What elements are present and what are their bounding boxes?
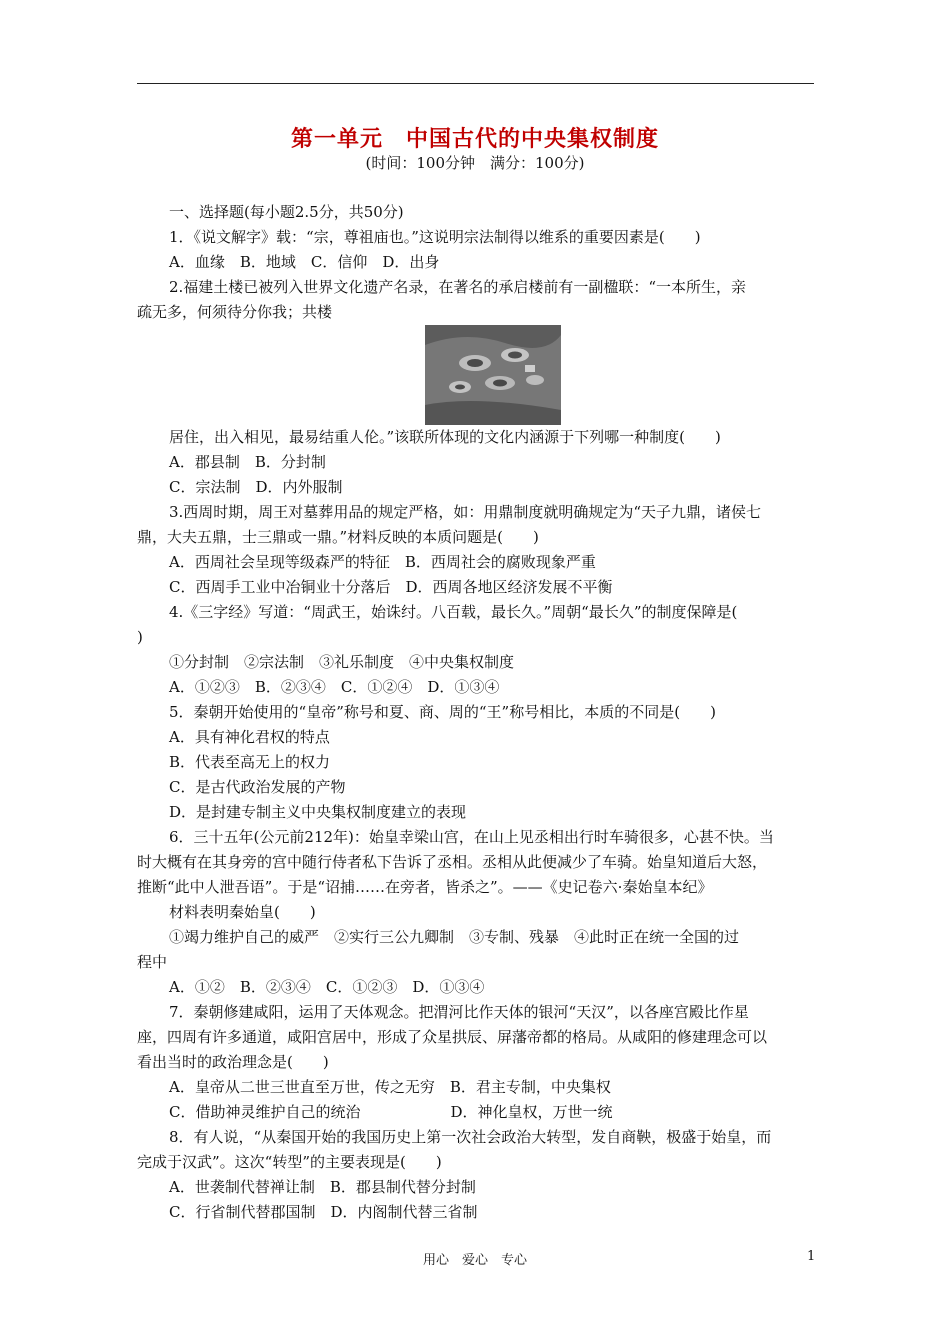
question-5-option-d: D．是封建专制主义中央集权制度建立的表现	[169, 803, 467, 821]
question-6-stem-cont-1: 时大概有在其身旁的宫中随行侍者私下告诉了丞相。丞相从此便减少了车骑。始皇知道后大怒，	[137, 853, 768, 871]
question-1-stem: 1．《说文解字》载：“宗，尊祖庙也。”这说明宗法制得以维系的重要因素是( )	[169, 228, 701, 246]
question-4-stem: 4.《三字经》写道：“周武王，始诛纣。八百载，最长久。”周朝“最长久”的制度保障是(	[169, 603, 738, 621]
page-footer: 用心 爱心 专心	[422, 1253, 527, 1268]
question-6-items-cont: 程中	[137, 953, 168, 971]
question-8-stem: 8．有人说，“从秦国开始的我国历史上第一次社会政治大转型，发自商鞅，极盛于始皇，而	[169, 1128, 772, 1146]
question-2-stem: 2.福建土楼已被列入世界文化遗产名录，在著名的承启楼前有一副楹联：“一本所生，亲	[169, 278, 746, 296]
question-5-stem: 5．秦朝开始使用的“皇帝”称号和夏、商、周的“王”称号相比，本质的不同是( )	[169, 703, 716, 721]
question-5-option-a: A．具有神化君权的特点	[169, 728, 330, 746]
question-7-options-cd: C．借助神灵维护自己的统治 D．神化皇权，万世一统	[169, 1103, 613, 1121]
page-number: 1	[807, 1249, 816, 1264]
question-5-option-c: C．是古代政治发展的产物	[169, 778, 346, 796]
question-7-stem-cont-2: 看出当时的政治理念是( )	[137, 1053, 329, 1071]
section-heading: 一、选择题(每小题2.5分，共50分)	[169, 203, 404, 221]
question-3-stem: 3.西周时期，周王对墓葬用品的规定严格，如：用鼎制度就明确规定为“天子九鼎，诸侯七	[169, 503, 761, 521]
question-3-stem-cont: 鼎，大夫五鼎，士三鼎或一鼎。”材料反映的本质问题是( )	[137, 528, 539, 546]
page-subtitle: (时间：100分钟 满分：100分)	[365, 154, 585, 172]
question-3-options-ab: A．西周社会呈现等级森严的特征 B．西周社会的腐败现象严重	[169, 553, 596, 571]
question-7-options-ab: A．皇帝从二世三世直至万世，传之无穷 B．君主专制，中央集权	[169, 1078, 611, 1096]
header-rule	[137, 83, 814, 84]
question-4-options: A．①②③ B．②③④ C．①②④ D．①③④	[169, 678, 500, 696]
question-6-options: A．①② B．②③④ C．①②③ D．①③④	[169, 978, 485, 996]
question-8-options-ab: A．世袭制代替禅让制 B．郡县制代替分封制	[169, 1178, 476, 1196]
question-4-stem-cont: )	[137, 628, 143, 646]
question-7-stem: 7．秦朝修建咸阳，运用了天体观念。把渭河比作天体的银河“天汉”，以各座宫殿比作星	[169, 1003, 749, 1021]
question-2-options-cd: C．宗法制 D．内外服制	[169, 478, 343, 496]
question-6-stem: 6．三十五年(公元前212年)：始皇幸梁山宫，在山上见丞相出行时车骑很多，心甚不快。当	[169, 828, 774, 846]
tulou-aerial-image	[425, 325, 561, 425]
question-6-stem-cont-2: 推断“此中人泄吾语”。于是“诏捕……在旁者，皆杀之”。——《史记卷六·秦始皇本纪》	[137, 878, 713, 896]
question-2-options-ab: A．郡县制 B．分封制	[169, 453, 326, 471]
page-title: 第一单元 中国古代的中央集权制度	[290, 127, 659, 152]
tulou-photo	[425, 325, 561, 425]
question-3-options-cd: C．西周手工业中冶铜业十分落后 D．西周各地区经济发展不平衡	[169, 578, 613, 596]
question-4-items: ①分封制 ②宗法制 ③礼乐制度 ④中央集权制度	[169, 653, 515, 671]
question-7-stem-cont-1: 座，四周有许多通道，咸阳宫居中，形成了众星拱辰、屏藩帝都的格局。从咸阳的修建理念可以	[137, 1028, 768, 1046]
question-6-items: ①竭力维护自己的威严 ②实行三公九卿制 ③专制、残暴 ④此时正在统一全国的过	[169, 928, 740, 946]
question-2-stem-end: 居住，出入相见，最易结重人伦。”该联所体现的文化内涵源于下列哪一种制度( )	[169, 428, 721, 446]
question-2-stem-cont: 疏无多，何须待分你我；共楼	[137, 303, 333, 321]
question-8-options-cd: C．行省制代替郡国制 D．内阁制代替三省制	[169, 1203, 478, 1221]
question-1-options: A．血缘 B．地域 C．信仰 D．出身	[169, 253, 440, 271]
question-8-stem-cont: 完成于汉武”。这次“转型”的主要表现是( )	[137, 1153, 442, 1171]
question-6-prompt: 材料表明秦始皇( )	[169, 903, 316, 921]
question-5-option-b: B．代表至高无上的权力	[169, 753, 331, 771]
tulou-photo-row	[137, 325, 817, 425]
question-list	[137, 200, 817, 1225]
